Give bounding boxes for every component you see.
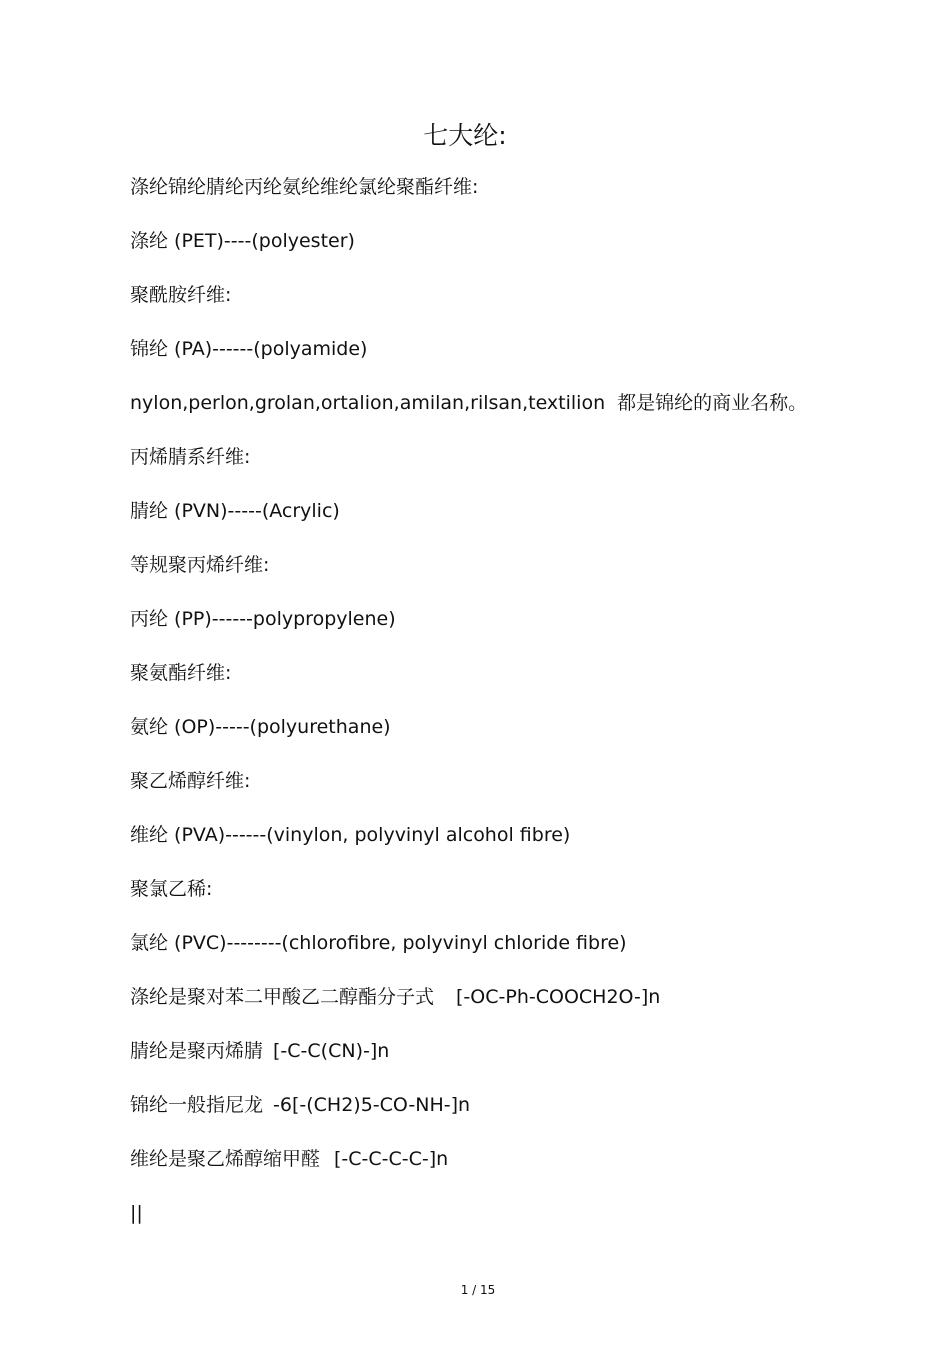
line-text: 腈纶是聚丙烯腈 bbox=[130, 1040, 264, 1062]
line-text: 等规聚丙烯纤维: bbox=[130, 554, 270, 576]
line-text: 涤纶 (PET)----(polyester) bbox=[130, 230, 355, 252]
text-line bbox=[130, 874, 890, 928]
text-line bbox=[130, 172, 890, 226]
line-text: 涤纶是聚对苯二甲酸乙二醇酯分子式 bbox=[130, 986, 435, 1008]
text-line bbox=[130, 604, 890, 658]
text-line bbox=[130, 442, 890, 496]
line-text: 维纶 (PVA)------(vinylon, polyvinyl alcohol fibre) bbox=[130, 824, 571, 846]
line-extra: 都是锦纶的商业名称。 bbox=[617, 392, 808, 414]
text-line bbox=[130, 820, 890, 874]
text-line bbox=[130, 712, 890, 766]
text-line bbox=[130, 982, 890, 1036]
text-line bbox=[130, 1144, 890, 1198]
line-text: 聚乙烯醇纤维: bbox=[130, 770, 251, 792]
line-text: 聚氨酯纤维: bbox=[130, 662, 232, 684]
document-body bbox=[130, 172, 890, 1252]
line-extra: [-OC-Ph-COOCH2O-]n bbox=[456, 986, 661, 1008]
text-line bbox=[130, 496, 890, 550]
text-line bbox=[130, 388, 890, 442]
text-line bbox=[130, 1036, 890, 1090]
line-text: 涤纶锦纶腈纶丙纶氨纶维纶氯纶聚酯纤维: bbox=[130, 176, 479, 198]
line-text: 聚酰胺纤维: bbox=[130, 284, 232, 306]
line-text: 氨纶 (OP)-----(polyurethane) bbox=[130, 716, 391, 738]
line-text: nylon,perlon,grolan,ortalion,amilan,rilsan,textilion bbox=[130, 392, 606, 414]
line-text: 丙烯腈系纤维: bbox=[130, 446, 251, 468]
text-line bbox=[130, 1090, 890, 1144]
page-number: 1 / 15 bbox=[460, 1283, 496, 1297]
text-line bbox=[130, 226, 890, 280]
line-text: 锦纶一般指尼龙 bbox=[130, 1094, 264, 1116]
text-line bbox=[130, 766, 890, 820]
line-extra: -6[-(CH2)5-CO-NH-]n bbox=[273, 1094, 471, 1116]
text-line bbox=[130, 928, 890, 982]
line-text: 氯纶 (PVC)--------(chlorofibre, polyvinyl chloride fibre) bbox=[130, 932, 627, 954]
text-line bbox=[130, 1198, 890, 1252]
line-text: 腈纶 (PVN)-----(Acrylic) bbox=[130, 500, 340, 522]
text-line bbox=[130, 280, 890, 334]
line-text: 丙纶 (PP)------polypropylene) bbox=[130, 608, 396, 630]
line-text: || bbox=[130, 1202, 143, 1224]
line-extra: [-C-C-C-C-]n bbox=[334, 1148, 449, 1170]
text-line bbox=[130, 658, 890, 712]
page-title: 七大纶: bbox=[423, 121, 507, 150]
line-extra: [-C-C(CN)-]n bbox=[273, 1040, 390, 1062]
line-text: 聚氯乙稀: bbox=[130, 878, 213, 900]
line-text: 维纶是聚乙烯醇缩甲醛 bbox=[130, 1148, 321, 1170]
line-text: 锦纶 (PA)------(polyamide) bbox=[130, 338, 368, 360]
text-line bbox=[130, 550, 890, 604]
text-line bbox=[130, 334, 890, 388]
